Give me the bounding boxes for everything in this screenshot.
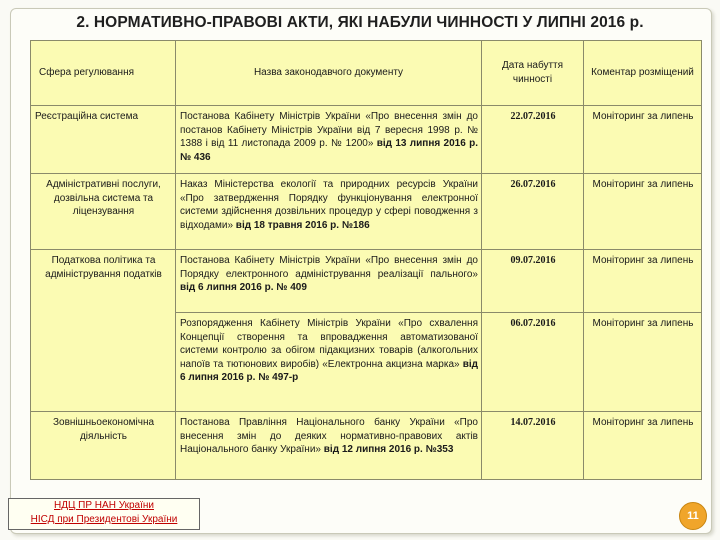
row-doc-text: Постанова Кабінету Міністрів України «Про внесення змін до постанов Кабінету Міністрів України від 7 вересня 1998 р. № 1388 і від 11 листопада 2009 р. № 1200» bbox=[180, 111, 478, 150]
table-row bbox=[31, 174, 702, 250]
header-sphere: Сфера регулювання bbox=[31, 41, 176, 106]
row-doc-text: Наказ Міністерства екології та природних ресурсів України «Про затвердження Порядку функціонування електронної системи здійснення дозвільних процедур у сфері поводження з відходами» bbox=[180, 179, 478, 231]
table-row bbox=[31, 250, 702, 313]
row-date: 26.07.2016 bbox=[482, 174, 584, 250]
row-doc-date: від 6 липня 2016 р. № 497-р bbox=[180, 358, 478, 384]
header-document: Назва законодавчого документу bbox=[176, 41, 482, 106]
row-comment: Моніторинг за липень bbox=[584, 106, 702, 174]
row-date: 06.07.2016 bbox=[482, 313, 584, 412]
row-document bbox=[176, 412, 482, 480]
footer-links-box bbox=[8, 498, 200, 530]
row-date: 22.07.2016 bbox=[482, 106, 584, 174]
row-comment: Моніторинг за липень bbox=[584, 174, 702, 250]
header-comment: Коментар розміщений bbox=[584, 41, 702, 106]
row-doc-date: від 6 липня 2016 р. № 409 bbox=[180, 282, 307, 294]
link-ndc-pr[interactable]: НДЦ ПР НАН України bbox=[54, 500, 154, 511]
row-date: 14.07.2016 bbox=[482, 412, 584, 480]
row-comment: Моніторинг за липень bbox=[584, 412, 702, 480]
row-sphere: Зовнішньоекономічна діяльність bbox=[31, 412, 176, 480]
row-doc-date: від 13 липня 2016 р. № 436 bbox=[180, 138, 478, 163]
table-header-row bbox=[31, 41, 702, 106]
row-doc-text: Постанова Правління Національного банку України «Про внесення змін до деяких нормативно-правових актів Національного банку України» bbox=[180, 417, 478, 456]
row-doc-date: від 12 липня 2016 р. №353 bbox=[320, 444, 454, 456]
row-sphere: Податкова політика та адміністрування податків bbox=[31, 250, 176, 412]
table-row bbox=[31, 412, 702, 480]
header-date: Дата набуття чинності bbox=[482, 41, 584, 106]
row-date: 09.07.2016 bbox=[482, 250, 584, 313]
row-document bbox=[176, 250, 482, 313]
row-doc-date: від 18 травня 2016 р. №186 bbox=[233, 219, 370, 231]
page-number-badge: 11 bbox=[679, 502, 707, 530]
row-document bbox=[176, 174, 482, 250]
table-row bbox=[31, 106, 702, 174]
row-comment: Моніторинг за липень bbox=[584, 250, 702, 313]
row-sphere: Адміністративні послуги, дозвільна система та ліцензування bbox=[31, 174, 176, 250]
row-doc-text: Постанова Кабінету Міністрів України «Про внесення змін до Порядку електронного адміністрування реалізації пального» bbox=[180, 255, 478, 280]
row-document bbox=[176, 313, 482, 412]
row-doc-text: Розпорядження Кабінету Міністрів України «Про схвалення Концепції створення та впровадження автоматизованої системи контролю за обігом підакцизних товарів (алкогольних напоїв та тютюнових виробів) «Електронна акцизна марка» bbox=[180, 318, 478, 370]
slide-title: 2. НОРМАТИВНО-ПРАВОВІ АКТИ, ЯКІ НАБУЛИ ЧИННОСТІ У ЛИПНІ 2016 р. bbox=[76, 14, 644, 31]
row-sphere: Реєстраційна система bbox=[31, 106, 176, 174]
row-document bbox=[176, 106, 482, 174]
row-comment: Моніторинг за липень bbox=[584, 313, 702, 412]
link-nisd[interactable]: НІСД при Президентові України bbox=[30, 514, 178, 525]
regulations-table bbox=[30, 40, 702, 480]
